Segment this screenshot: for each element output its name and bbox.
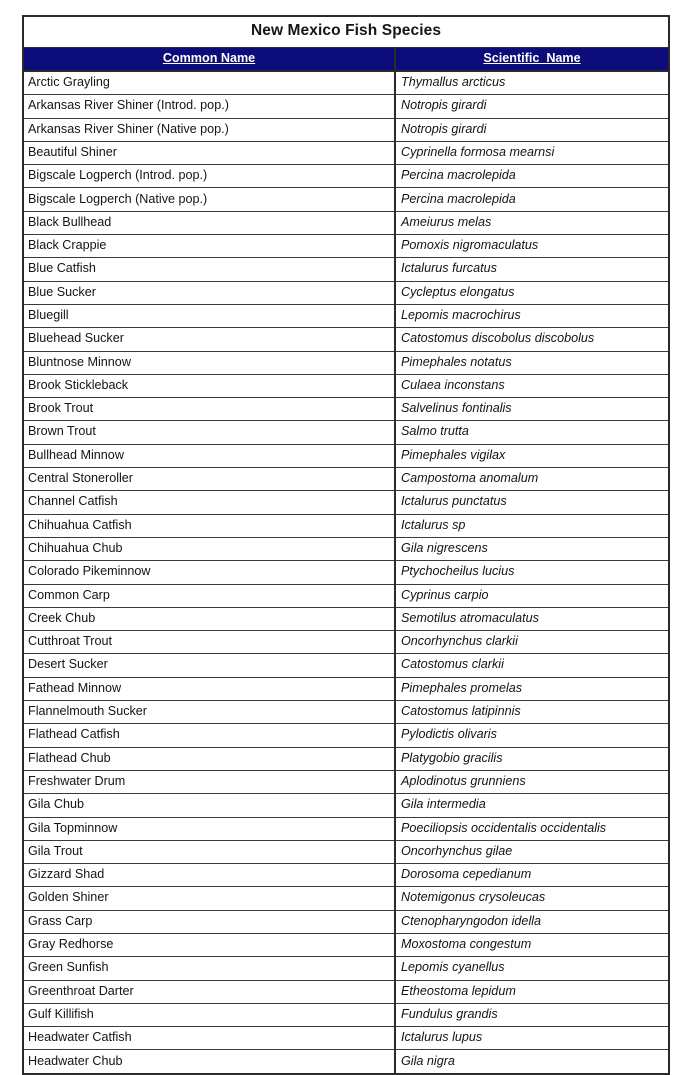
table-row	[23, 514, 669, 537]
table-row	[23, 910, 669, 933]
table-row	[23, 1050, 669, 1074]
table-row	[23, 887, 669, 910]
cell-common-name: Black Bullhead	[23, 211, 395, 234]
cell-common-name: Blue Catfish	[23, 258, 395, 281]
species-table	[22, 15, 670, 1075]
table-body	[23, 71, 669, 1074]
table-row	[23, 1027, 669, 1050]
column-header-scientific-name-label: Scientific_Name	[483, 51, 581, 65]
cell-scientific-name: Cycleptus elongatus	[395, 281, 669, 304]
table-row	[23, 491, 669, 514]
cell-common-name: Colorado Pikeminnow	[23, 561, 395, 584]
cell-common-name: Green Sunfish	[23, 957, 395, 980]
cell-common-name: Freshwater Drum	[23, 770, 395, 793]
cell-scientific-name: Dorosoma cepedianum	[395, 864, 669, 887]
table-row	[23, 421, 669, 444]
cell-scientific-name: Ictalurus furcatus	[395, 258, 669, 281]
table-row	[23, 468, 669, 491]
cell-common-name: Bullhead Minnow	[23, 444, 395, 467]
cell-scientific-name: Lepomis cyanellus	[395, 957, 669, 980]
cell-common-name: Brook Trout	[23, 398, 395, 421]
cell-scientific-name: Oncorhynchus clarkii	[395, 631, 669, 654]
column-header-scientific-name[interactable]	[395, 48, 669, 72]
cell-common-name: Channel Catfish	[23, 491, 395, 514]
cell-common-name: Brown Trout	[23, 421, 395, 444]
cell-common-name: Bigscale Logperch (Introd. pop.)	[23, 165, 395, 188]
cell-scientific-name: Cyprinus carpio	[395, 584, 669, 607]
cell-scientific-name: Platygobio gracilis	[395, 747, 669, 770]
table-row	[23, 1003, 669, 1026]
table-row	[23, 631, 669, 654]
table-row	[23, 654, 669, 677]
cell-common-name: Headwater Chub	[23, 1050, 395, 1074]
table-row	[23, 537, 669, 560]
cell-common-name: Grass Carp	[23, 910, 395, 933]
table-row	[23, 188, 669, 211]
column-header-common-name-label: Common Name	[162, 51, 256, 65]
cell-common-name: Common Carp	[23, 584, 395, 607]
cell-common-name: Central Stoneroller	[23, 468, 395, 491]
cell-scientific-name: Ictalurus sp	[395, 514, 669, 537]
cell-scientific-name: Lepomis macrochirus	[395, 304, 669, 327]
cell-common-name: Fathead Minnow	[23, 677, 395, 700]
table-row	[23, 374, 669, 397]
cell-scientific-name: Ictalurus punctatus	[395, 491, 669, 514]
table-row	[23, 304, 669, 327]
cell-scientific-name: Percina macrolepida	[395, 188, 669, 211]
table-row	[23, 71, 669, 95]
table-row	[23, 235, 669, 258]
table-row	[23, 864, 669, 887]
cell-scientific-name: Oncorhynchus gilae	[395, 840, 669, 863]
cell-scientific-name: Thymallus arcticus	[395, 71, 669, 95]
cell-common-name: Beautiful Shiner	[23, 141, 395, 164]
table-row	[23, 584, 669, 607]
table-row	[23, 701, 669, 724]
table-row	[23, 747, 669, 770]
cell-common-name: Flathead Catfish	[23, 724, 395, 747]
cell-common-name: Brook Stickleback	[23, 374, 395, 397]
cell-common-name: Arkansas River Shiner (Introd. pop.)	[23, 95, 395, 118]
cell-common-name: Gulf Killifish	[23, 1003, 395, 1026]
cell-scientific-name: Semotilus atromaculatus	[395, 607, 669, 630]
page-title: New Mexico Fish Species	[23, 16, 669, 48]
table-row	[23, 957, 669, 980]
cell-common-name: Flannelmouth Sucker	[23, 701, 395, 724]
cell-scientific-name: Salmo trutta	[395, 421, 669, 444]
cell-scientific-name: Catostomus clarkii	[395, 654, 669, 677]
cell-scientific-name: Moxostoma congestum	[395, 933, 669, 956]
cell-common-name: Chihuahua Chub	[23, 537, 395, 560]
cell-common-name: Golden Shiner	[23, 887, 395, 910]
cell-scientific-name: Ptychocheilus lucius	[395, 561, 669, 584]
table-row	[23, 351, 669, 374]
cell-scientific-name: Catostomus discobolus discobolus	[395, 328, 669, 351]
cell-scientific-name: Gila nigra	[395, 1050, 669, 1074]
cell-common-name: Gila Chub	[23, 794, 395, 817]
cell-common-name: Blue Sucker	[23, 281, 395, 304]
table-row	[23, 258, 669, 281]
cell-scientific-name: Fundulus grandis	[395, 1003, 669, 1026]
cell-common-name: Bluehead Sucker	[23, 328, 395, 351]
column-header-common-name[interactable]	[23, 48, 395, 72]
cell-scientific-name: Gila nigrescens	[395, 537, 669, 560]
cell-common-name: Creek Chub	[23, 607, 395, 630]
table-row	[23, 840, 669, 863]
cell-common-name: Flathead Chub	[23, 747, 395, 770]
table-row	[23, 724, 669, 747]
table-row	[23, 561, 669, 584]
cell-scientific-name: Ameiurus melas	[395, 211, 669, 234]
cell-scientific-name: Notropis girardi	[395, 95, 669, 118]
table-row	[23, 141, 669, 164]
cell-common-name: Gizzard Shad	[23, 864, 395, 887]
cell-scientific-name: Aplodinotus grunniens	[395, 770, 669, 793]
cell-scientific-name: Gila intermedia	[395, 794, 669, 817]
cell-common-name: Arctic Grayling	[23, 71, 395, 95]
table-row	[23, 211, 669, 234]
cell-common-name: Bluntnose Minnow	[23, 351, 395, 374]
table-row	[23, 770, 669, 793]
cell-scientific-name: Catostomus latipinnis	[395, 701, 669, 724]
cell-scientific-name: Salvelinus fontinalis	[395, 398, 669, 421]
cell-scientific-name: Pomoxis nigromaculatus	[395, 235, 669, 258]
table-row	[23, 817, 669, 840]
species-table-container	[22, 15, 668, 1075]
cell-common-name: Desert Sucker	[23, 654, 395, 677]
table-head	[23, 16, 669, 71]
cell-scientific-name: Poeciliopsis occidentalis occidentalis	[395, 817, 669, 840]
cell-scientific-name: Ictalurus lupus	[395, 1027, 669, 1050]
cell-scientific-name: Pylodictis olivaris	[395, 724, 669, 747]
cell-scientific-name: Culaea inconstans	[395, 374, 669, 397]
table-row	[23, 980, 669, 1003]
cell-scientific-name: Ctenopharyngodon idella	[395, 910, 669, 933]
cell-scientific-name: Cyprinella formosa mearnsi	[395, 141, 669, 164]
cell-common-name: Black Crappie	[23, 235, 395, 258]
cell-scientific-name: Pimephales promelas	[395, 677, 669, 700]
table-row	[23, 607, 669, 630]
table-row	[23, 118, 669, 141]
table-row	[23, 794, 669, 817]
cell-scientific-name: Etheostoma lepidum	[395, 980, 669, 1003]
table-row	[23, 95, 669, 118]
cell-common-name: Arkansas River Shiner (Native pop.)	[23, 118, 395, 141]
table-header-row	[23, 48, 669, 72]
cell-scientific-name: Pimephales notatus	[395, 351, 669, 374]
cell-common-name: Gray Redhorse	[23, 933, 395, 956]
cell-common-name: Bigscale Logperch (Native pop.)	[23, 188, 395, 211]
cell-common-name: Greenthroat Darter	[23, 980, 395, 1003]
table-row	[23, 933, 669, 956]
table-row	[23, 398, 669, 421]
cell-common-name: Chihuahua Catfish	[23, 514, 395, 537]
cell-common-name: Cutthroat Trout	[23, 631, 395, 654]
table-row	[23, 444, 669, 467]
table-row	[23, 165, 669, 188]
cell-scientific-name: Percina macrolepida	[395, 165, 669, 188]
table-row	[23, 281, 669, 304]
cell-common-name: Headwater Catfish	[23, 1027, 395, 1050]
cell-scientific-name: Notemigonus crysoleucas	[395, 887, 669, 910]
table-title-row	[23, 16, 669, 48]
cell-scientific-name: Pimephales vigilax	[395, 444, 669, 467]
cell-common-name: Gila Topminnow	[23, 817, 395, 840]
cell-common-name: Gila Trout	[23, 840, 395, 863]
table-row	[23, 328, 669, 351]
table-row	[23, 677, 669, 700]
cell-common-name: Bluegill	[23, 304, 395, 327]
cell-scientific-name: Campostoma anomalum	[395, 468, 669, 491]
cell-scientific-name: Notropis girardi	[395, 118, 669, 141]
